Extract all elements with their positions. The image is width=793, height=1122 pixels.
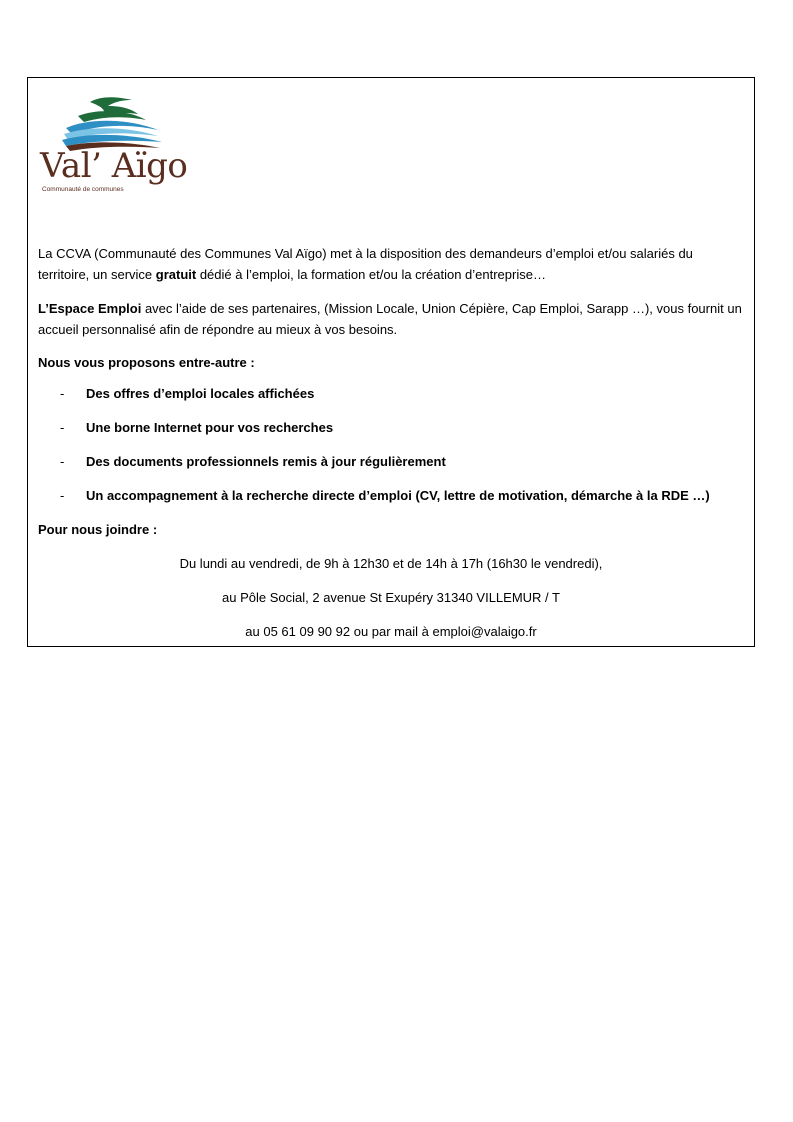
intro-paragraph [38, 243, 744, 285]
bullet-marker: - [60, 488, 65, 503]
contact-hours: Du lundi au vendredi, de 9h à 12h30 et de 14h à 17h (16h30 le vendredi), [179, 556, 603, 571]
bullet-marker: - [60, 454, 65, 469]
document-frame [27, 77, 755, 647]
list-item [60, 420, 333, 435]
list-item [60, 488, 710, 503]
espace-text: avec l’aide de ses partenaires, (Mission Locale, Union Cépière, Cap Emploi, Sarapp …), vous fournit un accueil personnalisé afin de répondre au mieux à vos besoins. [38, 301, 742, 337]
intro-text-2: dédié à l’emploi, la formation et/ou la création d’entreprise… [196, 267, 546, 282]
contact-heading: Pour nous joindre : [38, 522, 158, 537]
espace-bold: L’Espace Emploi [38, 301, 142, 316]
contact-address: au Pôle Social, 2 avenue St Exupéry 31340 VILLEMUR / T [222, 590, 560, 605]
logo-subtitle: Communauté de communes [42, 186, 124, 193]
bullet-marker: - [60, 386, 65, 401]
list-item [60, 454, 446, 469]
list-item-text: Des documents professionnels remis à jour régulièrement [86, 454, 446, 469]
intro-bold: gratuit [155, 267, 197, 282]
val-aigo-logo [38, 94, 188, 193]
list-item-text: Une borne Internet pour vos recherches [86, 420, 334, 435]
contact-phone-mail: au 05 61 09 90 92 ou par mail à emploi@valaigo.fr [245, 624, 537, 639]
proposals-heading: Nous vous proposons entre-autre : [38, 355, 255, 370]
espace-paragraph [38, 298, 744, 340]
landscape-logo-icon [38, 94, 178, 154]
logo-name: Val’ Aïgo [40, 146, 188, 186]
intro-text-1: La CCVA (Communauté des Communes Val Aïgo) met à la disposition des demandeurs d’emploi et/ou salariés du territoire, un service [38, 246, 693, 282]
list-item [60, 386, 314, 401]
list-item-text: Des offres d’emploi locales affichées [86, 386, 315, 401]
list-item-text: Un accompagnement à la recherche directe d’emploi (CV, lettre de motivation, démarche à la RDE …) [86, 488, 710, 503]
bullet-marker: - [60, 420, 65, 435]
